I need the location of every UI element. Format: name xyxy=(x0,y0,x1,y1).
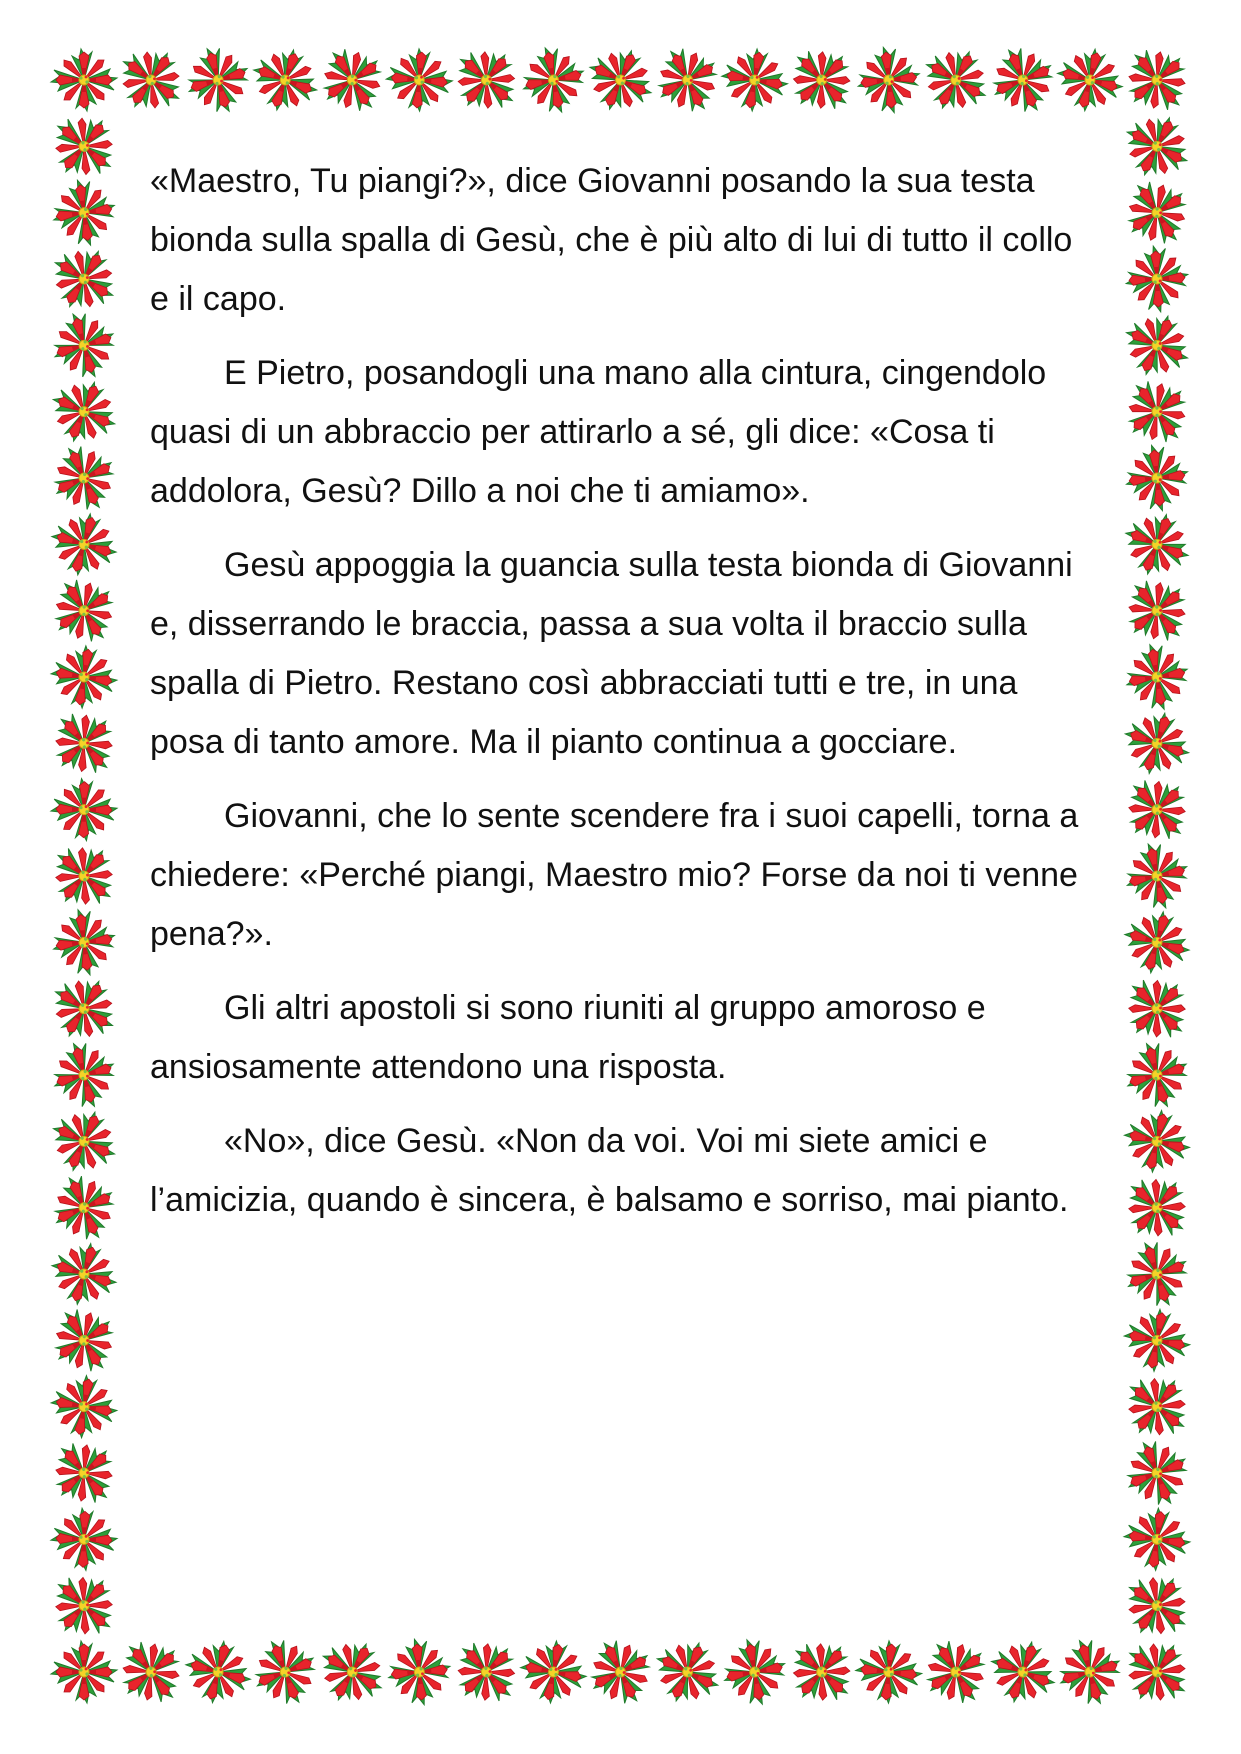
poinsettia-icon xyxy=(1119,1304,1196,1377)
poinsettia-icon xyxy=(776,1627,867,1717)
poinsettia-icon xyxy=(244,1630,326,1714)
poinsettia-icon xyxy=(1112,1627,1202,1716)
poinsettia-icon xyxy=(644,1629,731,1714)
poinsettia-icon xyxy=(718,1634,791,1710)
poinsettia-icon xyxy=(243,39,327,121)
poinsettia-icon xyxy=(515,1635,592,1708)
poinsettia-icon xyxy=(51,1641,117,1703)
poinsettia-icon xyxy=(49,176,120,250)
poinsettia-icon xyxy=(51,49,117,111)
paragraph-2: E Pietro, posandogli una mano alla cintura, cingendolo quasi di un abbraccio per attirarlo a sé, gli dice: «Cosa ti addolora, Gesù? Dillo a noi che ti amiamo». xyxy=(150,354,1047,510)
poinsettia-icon xyxy=(39,965,128,1053)
poinsettia-icon xyxy=(1117,1233,1196,1315)
poinsettia-icon xyxy=(441,1627,531,1718)
poinsettia-icon xyxy=(384,46,455,114)
poinsettia-icon xyxy=(645,37,730,124)
poinsettia-icon xyxy=(39,1428,129,1518)
poinsettia-icon xyxy=(1113,367,1202,457)
poinsettia-icon xyxy=(43,1165,126,1250)
poinsettia-icon xyxy=(1112,963,1202,1054)
poinsettia-icon xyxy=(854,44,923,116)
poinsettia-icon xyxy=(386,1636,454,1707)
paragraph-5: Gli altri apostoli si sono riuniti al gruppo amoroso e ansiosamente attendono una risposta. xyxy=(150,989,986,1086)
poinsettia-icon xyxy=(49,906,119,979)
poinsettia-icon xyxy=(1112,764,1202,854)
poinsettia-icon xyxy=(577,38,663,123)
poinsettia-icon xyxy=(717,44,793,117)
paragraph-6: «No», dice Gesù. «Non da voi. Voi mi siete amici e l’amicizia, quando è sincera, è balsamo e sorriso, mai pianto. xyxy=(150,1122,1069,1219)
document-body xyxy=(150,152,1100,1245)
poinsettia-icon xyxy=(46,1370,122,1443)
poinsettia-icon xyxy=(1116,1431,1198,1515)
poinsettia-icon xyxy=(39,1560,130,1650)
poinsettia-icon xyxy=(1116,903,1197,982)
poinsettia-icon xyxy=(981,1631,1065,1713)
poinsettia-icon xyxy=(1119,1035,1196,1115)
poinsettia-icon xyxy=(308,1628,397,1716)
poinsettia-icon xyxy=(40,1296,127,1385)
poinsettia-icon xyxy=(1112,1362,1202,1452)
poinsettia-icon xyxy=(1113,168,1201,257)
paragraph-1: «Maestro, Tu piangi?», dice Giovanni posando la sua testa bionda sulla spalla di Gesù, che è più alto di lui di tutto il collo e il capo. xyxy=(150,162,1073,318)
poinsettia-icon xyxy=(1120,1504,1194,1575)
poinsettia-icon xyxy=(1112,1162,1203,1252)
poinsettia-icon xyxy=(178,1633,259,1711)
poinsettia-icon xyxy=(179,40,257,121)
paragraph-3: Gesù appoggia la guancia sulla testa bionda di Giovanni e, disserrando le braccia, passa a sua volta il braccio sulla spalla di Pietro. Restano così abbracciati tutti e tre, in una posa di tanto amore. Ma il pianto continua a gocciare. xyxy=(150,546,1073,761)
poinsettia-icon xyxy=(1123,442,1192,514)
poinsettia-icon xyxy=(41,370,127,454)
poinsettia-icon xyxy=(1117,1103,1196,1179)
poinsettia-icon xyxy=(1051,1632,1128,1712)
poinsettia-icon xyxy=(1115,503,1200,586)
poinsettia-icon xyxy=(50,778,117,841)
poinsettia-icon xyxy=(1113,103,1201,189)
poinsettia-icon xyxy=(39,831,130,921)
poinsettia-icon xyxy=(912,36,1001,123)
poinsettia-icon xyxy=(1114,303,1200,388)
poinsettia-icon xyxy=(39,101,129,191)
poinsettia-icon xyxy=(308,36,396,125)
poinsettia-icon xyxy=(43,1234,125,1313)
poinsettia-icon xyxy=(46,1035,123,1115)
poinsettia-icon xyxy=(39,235,128,323)
poinsettia-icon xyxy=(45,305,123,386)
poinsettia-icon xyxy=(39,698,129,788)
poinsettia-icon xyxy=(106,1627,195,1717)
poinsettia-icon xyxy=(441,35,532,125)
poinsettia-icon xyxy=(40,566,128,655)
poinsettia-icon xyxy=(1124,244,1189,313)
poinsettia-icon xyxy=(1112,1561,1202,1650)
poinsettia-icon xyxy=(912,1628,999,1717)
poinsettia-icon xyxy=(106,35,196,124)
poinsettia-icon xyxy=(1120,837,1194,914)
poinsettia-icon xyxy=(517,42,590,119)
poinsettia-icon xyxy=(50,1507,118,1571)
paragraph-4: Giovanni, che lo sente scendere fra i suoi capelli, torna a chiedere: «Perché piangi, Maestro mio? Forse da noi ti venne pena?». xyxy=(150,797,1079,953)
poinsettia-icon xyxy=(578,1629,663,1715)
poinsettia-icon xyxy=(42,435,125,521)
poinsettia-icon xyxy=(777,35,867,126)
poinsettia-icon xyxy=(982,38,1064,122)
poinsettia-icon xyxy=(1112,566,1201,656)
poinsettia-icon xyxy=(1121,640,1193,715)
poinsettia-icon xyxy=(43,505,124,584)
poinsettia-icon xyxy=(47,641,122,713)
poinsettia-icon xyxy=(1112,35,1201,125)
poinsettia-icon xyxy=(41,1099,127,1184)
poinsettia-icon xyxy=(853,1638,925,1707)
poinsettia-icon xyxy=(1115,703,1198,784)
poinsettia-icon xyxy=(1050,42,1130,119)
